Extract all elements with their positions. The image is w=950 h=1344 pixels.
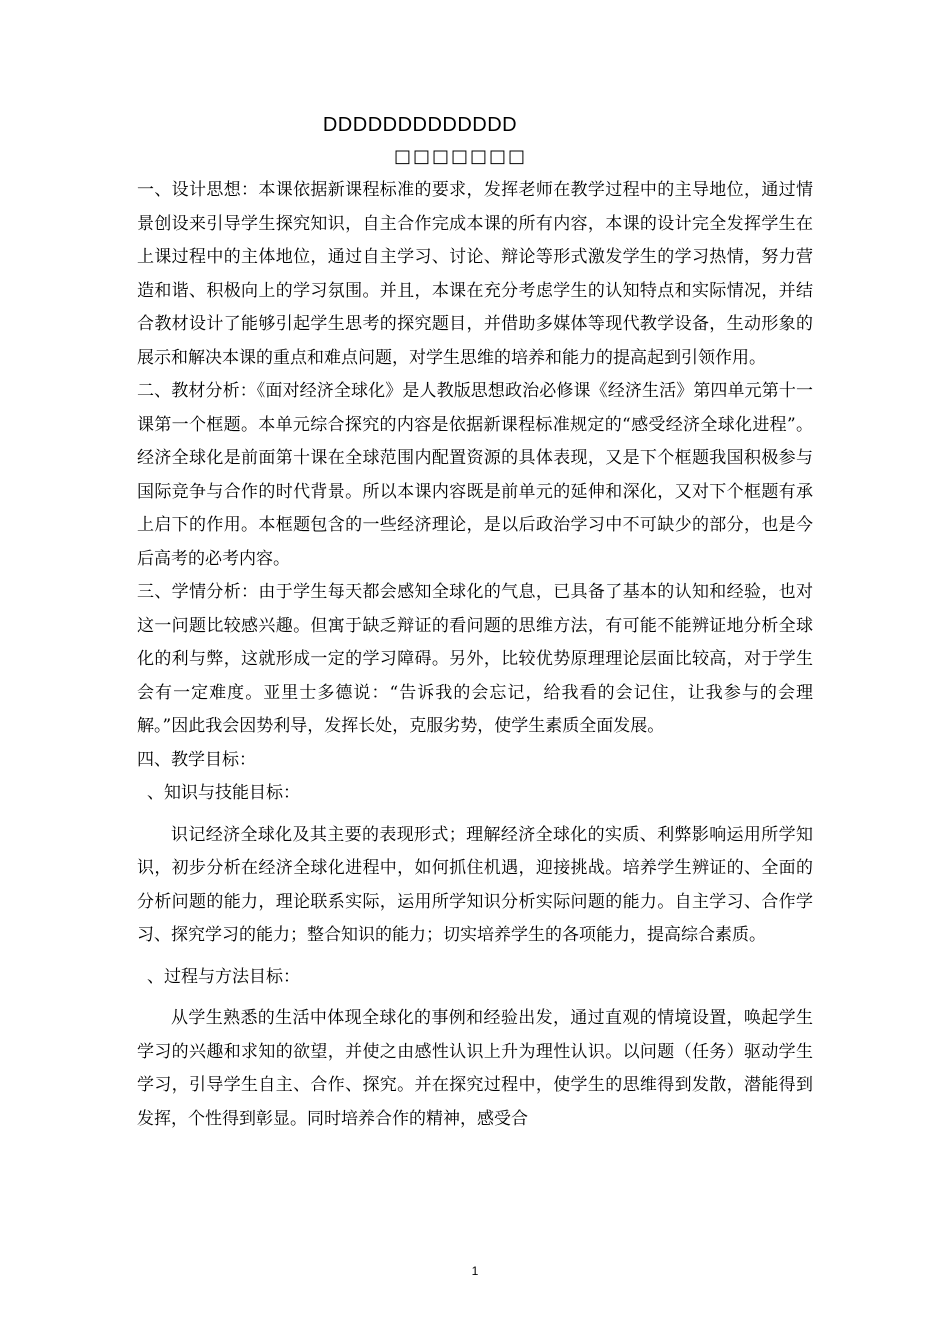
paragraph-knowledge-skills: 识记经济全球化及其主要的表现形式；理解经济全球化的实质、利弊影响运用所学知识，初步分析在经济全球化进程中，如何抓住机遇，迎接挑战。培养学生辨证的、全面的分析问题的能力，理论联系实际，运用所学知识分析实际问题的能力。自主学习、合作学习、探究学习的能力；整合知识的能力；切实培养学生的各项能力，提高综合素质。 [137,824,813,945]
document-title: DDDDDDDDDDDDD [322,114,518,136]
section-material-analysis: 二、教材分析：《面对经济全球化》是人教版思想政治必修课《经济生活》第四单元第十一课第一个框题。本单元综合探究的内容是依据新课程标准规定的“感受经济全球化进程”。经济全球化是前面第十课在全球范围内配置资源的具体表现，又是下个框题我国积极参与国际竞争与合作的时代背景。所以本课内容既是前单元的延伸和深化，又对下个框题有承上启下的作用。本框题包含的一些经济理论，是以后政治学习中不可缺少的部分，也是今后高考的必考内容。 [137,381,813,569]
subheading-process-methods: 、过程与方法目标： [147,966,300,987]
section-student-analysis: 三、学情分析：由于学生每天都会感知全球化的气息，已具备了基本的认知和经验，也对这一问题比较感兴趣。但寓于缺乏辩证的看问题的思维方法，有可能不能辨证地分析全球化的利与弊，这就形成一定的学习障碍。另外，比较优势原理理论层面比较高，对于学生会有一定难度。亚里士多德说：“告诉我的会忘记，给我看的会记住，让我参与的会理解。”因此我会因势利导，发挥长处，克服劣势，使学生素质全面发展。 [137,582,813,736]
document-body [137,174,813,1136]
page-number: 1 [471,1264,479,1278]
document-subtitle: □□□□□□□ [394,146,528,167]
paragraph-process-methods: 从学生熟悉的生活中体现全球化的事例和经验出发，通过直观的情境设置，唤起学生学习的兴趣和求知的欲望，并使之由感性认识上升为理性认识。以问题（任务）驱动学生学习，引导学生自主、合作、探究。并在探究过程中，使学生的思维得到发散，潜能得到发挥，个性得到彰显。同时培养合作的精神，感受合 [137,1008,813,1129]
subheading-knowledge-skills: 、知识与技能目标： [147,783,300,803]
section-teaching-goals-heading: 四、教学目标： [137,749,256,770]
section-design-idea: 一、设计思想：本课依据新课程标准的要求，发挥老师在教学过程中的主导地位，通过情景创设来引导学生探究知识，自主合作完成本课的所有内容，本课的设计完全发挥学生在上课过程中的主体地位，通过自主学习、讨论、辩论等形式激发学生的学习热情，努力营造和谐、积极向上的学习氛围。并且，本课在充分考虑学生的认知特点和实际情况，并结合教材设计了能够引起学生思考的探究题目，并借助多媒体等现代教学设备，生动形象的展示和解决本课的重点和难点问题，对学生思维的培养和能力的提高起到引领作用。 [137,180,813,368]
